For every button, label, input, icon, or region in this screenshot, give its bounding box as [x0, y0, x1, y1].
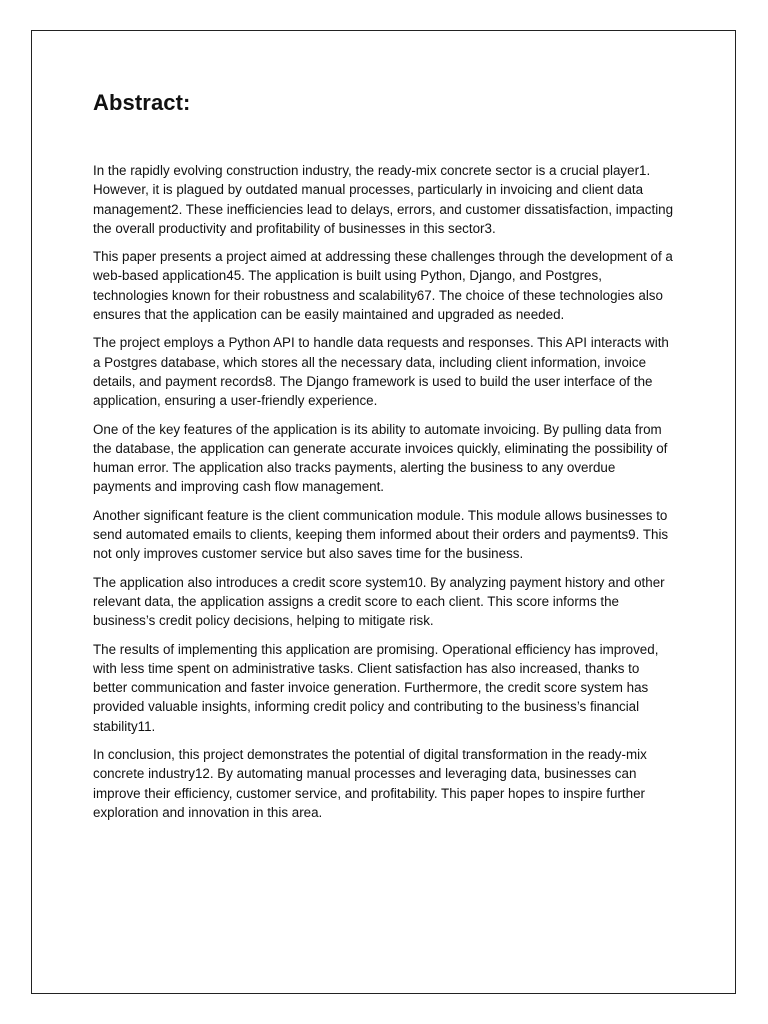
document-body	[93, 89, 677, 831]
paragraph-architecture: The project employs a Python API to handle data requests and responses. This API interacts with a Postgres database, which stores all the necessary data, including client information, invoice details, and payment records8. The Django framework is used to build the user interface of the application, ensuring a user-friendly experience.	[93, 335, 669, 409]
paragraph-credit-score: The application also introduces a credit score system10. By analyzing payment history and other relevant data, the application assigns a credit score to each client. This score informs the business’s credit policy decisions, helping to mitigate risk.	[93, 574, 665, 629]
paragraph-intro: In the rapidly evolving construction industry, the ready-mix concrete sector is a crucial player1. However, it is plagued by outdated manual processes, particularly in invoicing and client data management2. These inefficiencies lead to delays, errors, and customer dissatisfaction, impacting the overall productivity and profitability of businesses in this sector3.	[93, 163, 674, 236]
abstract-heading: Abstract:	[93, 90, 191, 115]
paragraph-conclusion: In conclusion, this project demonstrates the potential of digital transformation in the ready-mix concrete industry12. By automating manual processes and leveraging data, businesses can improve their efficiency, customer service, and profitability. This paper hopes to inspire further exploration and innovation in this area.	[93, 747, 647, 820]
page-frame	[31, 30, 736, 994]
paragraph-communication: Another significant feature is the client communication module. This module allows businesses to send automated emails to clients, keeping them informed about their orders and payments9. This not only improves customer service but also saves time for the business.	[93, 507, 669, 562]
paragraph-project-overview: This paper presents a project aimed at addressing these challenges through the development of a web-based application45. The application is built using Python, Django, and Postgres, technologies known for their robustness and scalability67. The choice of these technologies also ensures that the application can be easily maintained and upgraded as needed.	[93, 249, 673, 323]
paragraph-invoicing: One of the key features of the application is its ability to automate invoicing. By pulling data from the database, the application can generate accurate invoices quickly, eliminating the possibility of human error. The application also tracks payments, alerting the business to any overdue payments and improving cash flow management.	[93, 421, 668, 495]
paragraph-results: The results of implementing this application are promising. Operational efficiency has improved, with less time spent on administrative tasks. Client satisfaction has also increased, thanks to better communication and faster invoice generation. Furthermore, the credit score system has provided valuable insights, informing credit policy and contributing to the business’s financial stability11.	[93, 641, 659, 734]
